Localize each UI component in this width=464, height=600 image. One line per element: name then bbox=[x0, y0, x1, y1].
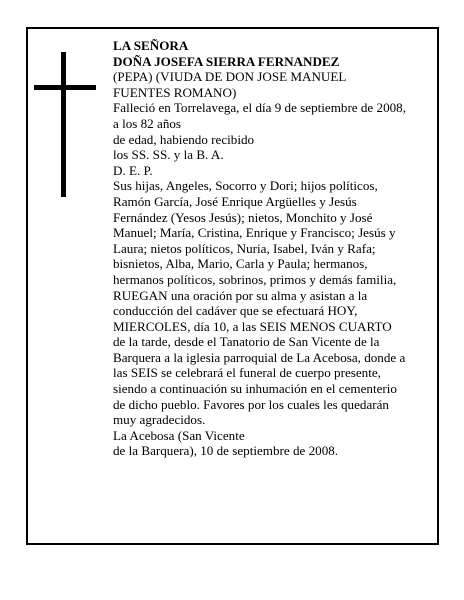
body-line: los SS. SS. y la B. A. bbox=[113, 147, 224, 163]
body-line: Fernández (Yesos Jesús); nietos, Monchito y José bbox=[113, 209, 373, 225]
cross-vertical-bar bbox=[61, 52, 66, 197]
body-line: (PEPA) (VIUDA DE DON JOSE MANUEL bbox=[113, 69, 347, 85]
deceased-name: DOÑA JOSEFA SIERRA FERNANDEZ bbox=[113, 53, 340, 69]
body-line: Ramón García, José Enrique Argüelles y Jesús bbox=[113, 193, 357, 209]
closing-line: muy agradecidos. bbox=[113, 412, 206, 428]
closing-line: las SEIS se celebrará el funeral de cuerpo presente, bbox=[113, 365, 381, 381]
request-line: conducción del cadáver que se efectuará HOY, bbox=[113, 303, 358, 319]
body-line: Falleció en Torrelavega, el día 9 de septiembre de 2008, bbox=[113, 100, 406, 116]
body-line: hermanos políticos, sobrinos, primos y demás familia, bbox=[113, 271, 397, 287]
closing-line: siendo a continuación su inhumación en el cementerio bbox=[113, 381, 397, 397]
body-line: FUENTES ROMANO) bbox=[113, 84, 237, 100]
request-line: RUEGAN una oración por su alma y asistan a la bbox=[113, 287, 368, 303]
body-line: a los 82 años bbox=[113, 115, 182, 131]
title-line: LA SEÑORA bbox=[113, 38, 189, 53]
body-line: Laura; nietos políticos, Nuria, Isabel, Iván y Rafa; bbox=[113, 240, 376, 256]
body-line: D. E. P. bbox=[113, 162, 153, 178]
body-line: bisnietos, Alba, Mario, Carla y Paula; hermanos, bbox=[113, 256, 368, 272]
closing-line: La Acebosa (San Vicente bbox=[113, 427, 245, 443]
request-line: MIERCOLES, día 10, a las SEIS MENOS CUARTO bbox=[113, 318, 392, 334]
body-line: Manuel; María, Cristina, Enrique y Francisco; Jesús y bbox=[113, 225, 396, 241]
body-line: de edad, habiendo recibido bbox=[113, 131, 255, 147]
obituary-text bbox=[113, 38, 433, 459]
body-line: Sus hijas, Angeles, Socorro y Dori; hijos políticos, bbox=[113, 178, 378, 194]
closing-line: Barquera a la iglesia parroquial de La Acebosa, donde a bbox=[113, 349, 406, 365]
cross-horizontal-bar bbox=[34, 85, 96, 90]
closing-line: de la tarde, desde el Tanatorio de San Vicente de la bbox=[113, 334, 380, 350]
cross-icon bbox=[34, 52, 96, 197]
closing-line: de dicho pueblo. Favores por los cuales les quedarán bbox=[113, 396, 389, 412]
closing-line: de la Barquera), 10 de septiembre de 2008. bbox=[113, 443, 339, 459]
